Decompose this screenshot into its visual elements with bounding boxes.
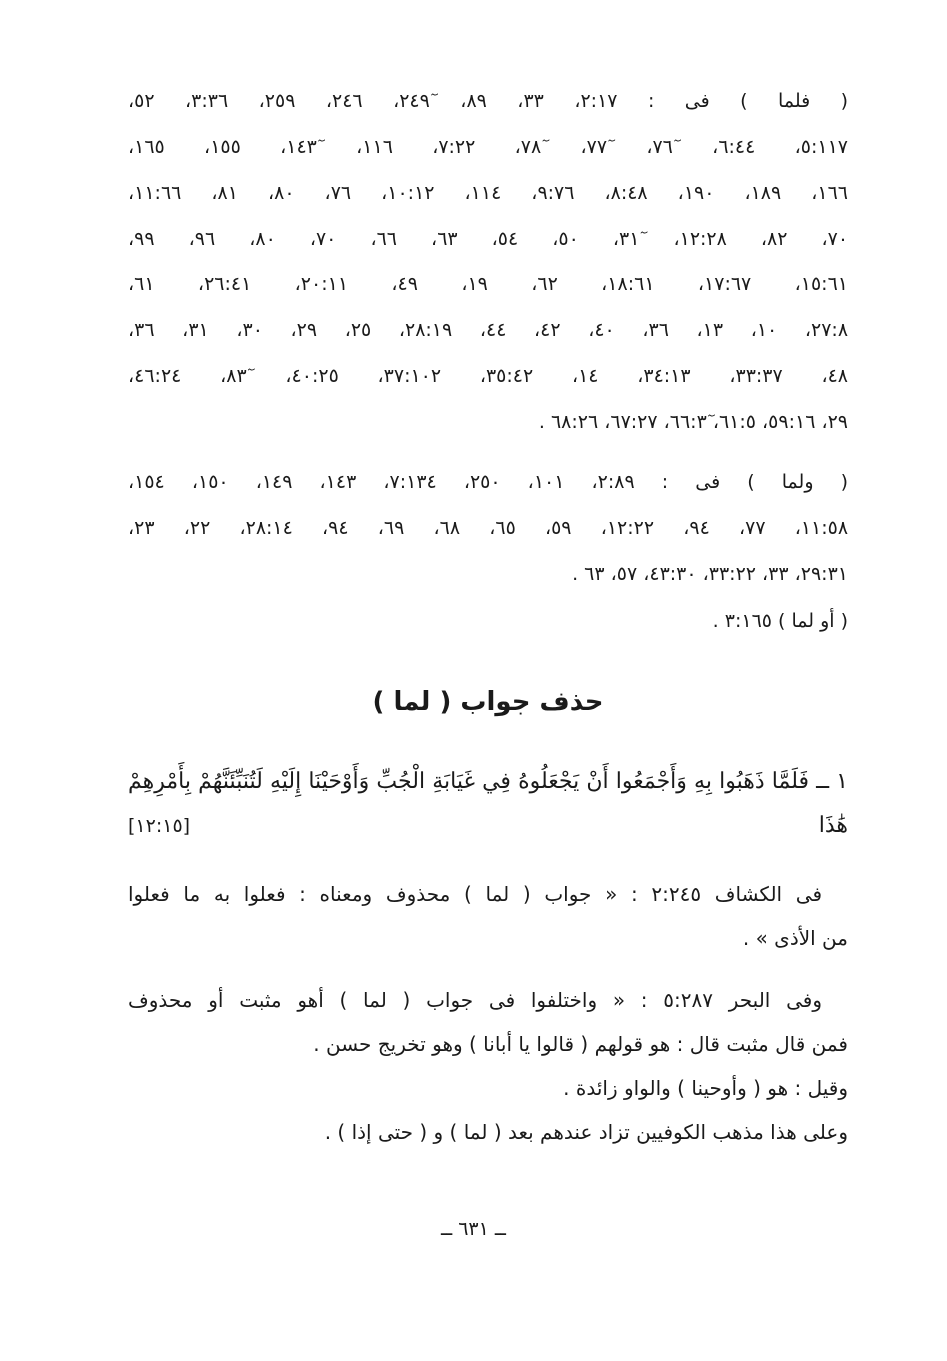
quran-verse	[128, 760, 848, 848]
paragraph-line: وعلى هذا مذهب الكوفيين تزاد عندهم بعد ( لما ) و ( حتى إذا ) .	[324, 1120, 848, 1144]
index-line: ١٥:٦١، ١٧:٦٧، ١٨:٦١، ٦٢، ١٩، ٤٩، ٢٠:١١، ٢٦:٤١، ٦١،	[128, 273, 848, 295]
verse-last-line	[128, 804, 848, 848]
index-line: ٢٩ٓ، ٥٩:١٦، ٦١:٥، ٦٦:٣ٓ، ٦٧:٢٧، ٦٨:٢٦ .	[538, 411, 848, 433]
verse-reference: [١٢:١٥]	[128, 815, 191, 837]
index-line: ٢٧:٨، ١٠، ١٣، ٣٦، ٤٠، ٤٢، ٤٤، ٢٨:١٩، ٢٥، ٢٩، ٣٠، ٣١، ٣٦،	[128, 319, 848, 341]
index-line: ٧٠، ٨٢، ١٢:٢٨، ٣١ٓ، ٥٠، ٥٤، ٦٣، ٦٦، ٧٠، ٨٠، ٩٦، ٩٩،	[128, 228, 848, 250]
index-line: ( فلما ) فى : ٢:١٧، ٣٣، ٨٩، ٢٤٩ٓ، ٢٤٦، ٢٥٩، ٣:٣٦، ٥٢،	[128, 90, 848, 112]
paragraph-line: وفى البحر ٥:٢٨٧ : « واختلفوا فى جواب ( لما ) أهو مثبت أو محذوف	[128, 988, 822, 1012]
index-line: ( أو لما ) ٣:١٦٥ .	[712, 610, 848, 632]
index-line: ( ولما ) فى : ٢:٨٩، ١٠١، ٢٥٠، ٧:١٣٤، ١٤٣، ١٤٩، ١٥٠، ١٥٤،	[128, 471, 848, 493]
page-number: ــ ٦٣١ ــ	[441, 1218, 506, 1240]
index-group-walamma	[128, 459, 848, 597]
paragraph-line: وقيل : هو ( وأوحينا ) والواو زائدة .	[563, 1076, 848, 1100]
index-line: ١٦٦، ١٨٩، ١٩٠، ٨:٤٨، ٩:٧٦، ١١٤، ١٠:١٢، ٧٦، ٨٠، ٨١، ١١:٦٦،	[128, 182, 848, 204]
bahr-paragraph	[128, 978, 848, 1154]
index-line: ٥:١١٧، ٦:٤٤، ٧٦ٓ، ٧٧ٓ، ٧٨ٓ، ٧:٢٢، ١١٦، ١٤٣ٓ، ١٥٥، ١٦٥،	[128, 136, 848, 158]
kashshaf-paragraph	[128, 872, 848, 960]
paragraph-line: فمن قال مثبت قال : هو قولهم ( قالوا يا أبانا ) وهو تخريج حسن .	[313, 1032, 848, 1056]
index-line: ٤٨، ٣٣:٣٧، ٣٤:١٣، ١٤، ٣٥:٤٢، ٣٧:١٠٢، ٤٠:٢٥، ٨٣ٓ، ٤٦:٢٤،	[128, 365, 848, 387]
verse-line: ١ ــ فَلَمَّا ذَهَبُوا بِهِ وَأَجْمَعُوا أَنْ يَجْعَلُوهُ فِي غَيَابَةِ الْجُبِّ وَأَوْحَيْنَا إِلَيْهِ لَتُنَبِّئَنَّهُمْ بِأَمْرِهِمْ	[128, 769, 848, 794]
verse-line-end: هَٰذَا	[818, 813, 848, 838]
paragraph-line: من الأذى » .	[742, 926, 848, 950]
index-group-falamma	[128, 78, 848, 262]
index-group-continued	[128, 261, 848, 445]
section-heading: حذف جواب ( لما )	[372, 687, 604, 717]
index-group-aw-lamma	[128, 598, 848, 644]
index-line: ١١:٥٨، ٧٧، ٩٤، ١٢:٢٢، ٥٩، ٦٥، ٦٨، ٦٩، ٩٤، ٢٨:١٤، ٢٢، ٢٣،	[128, 517, 848, 539]
paragraph-line: فى الكشاف ٢:٢٤٥ : « جواب ( لما ) محذوف ومعناه : فعلوا به ما فعلوا	[128, 882, 823, 906]
index-line: ٢٩:٣١، ٣٣، ٣٣:٢٢، ٤٣:٣٠، ٥٧، ٦٣ .	[572, 563, 848, 585]
